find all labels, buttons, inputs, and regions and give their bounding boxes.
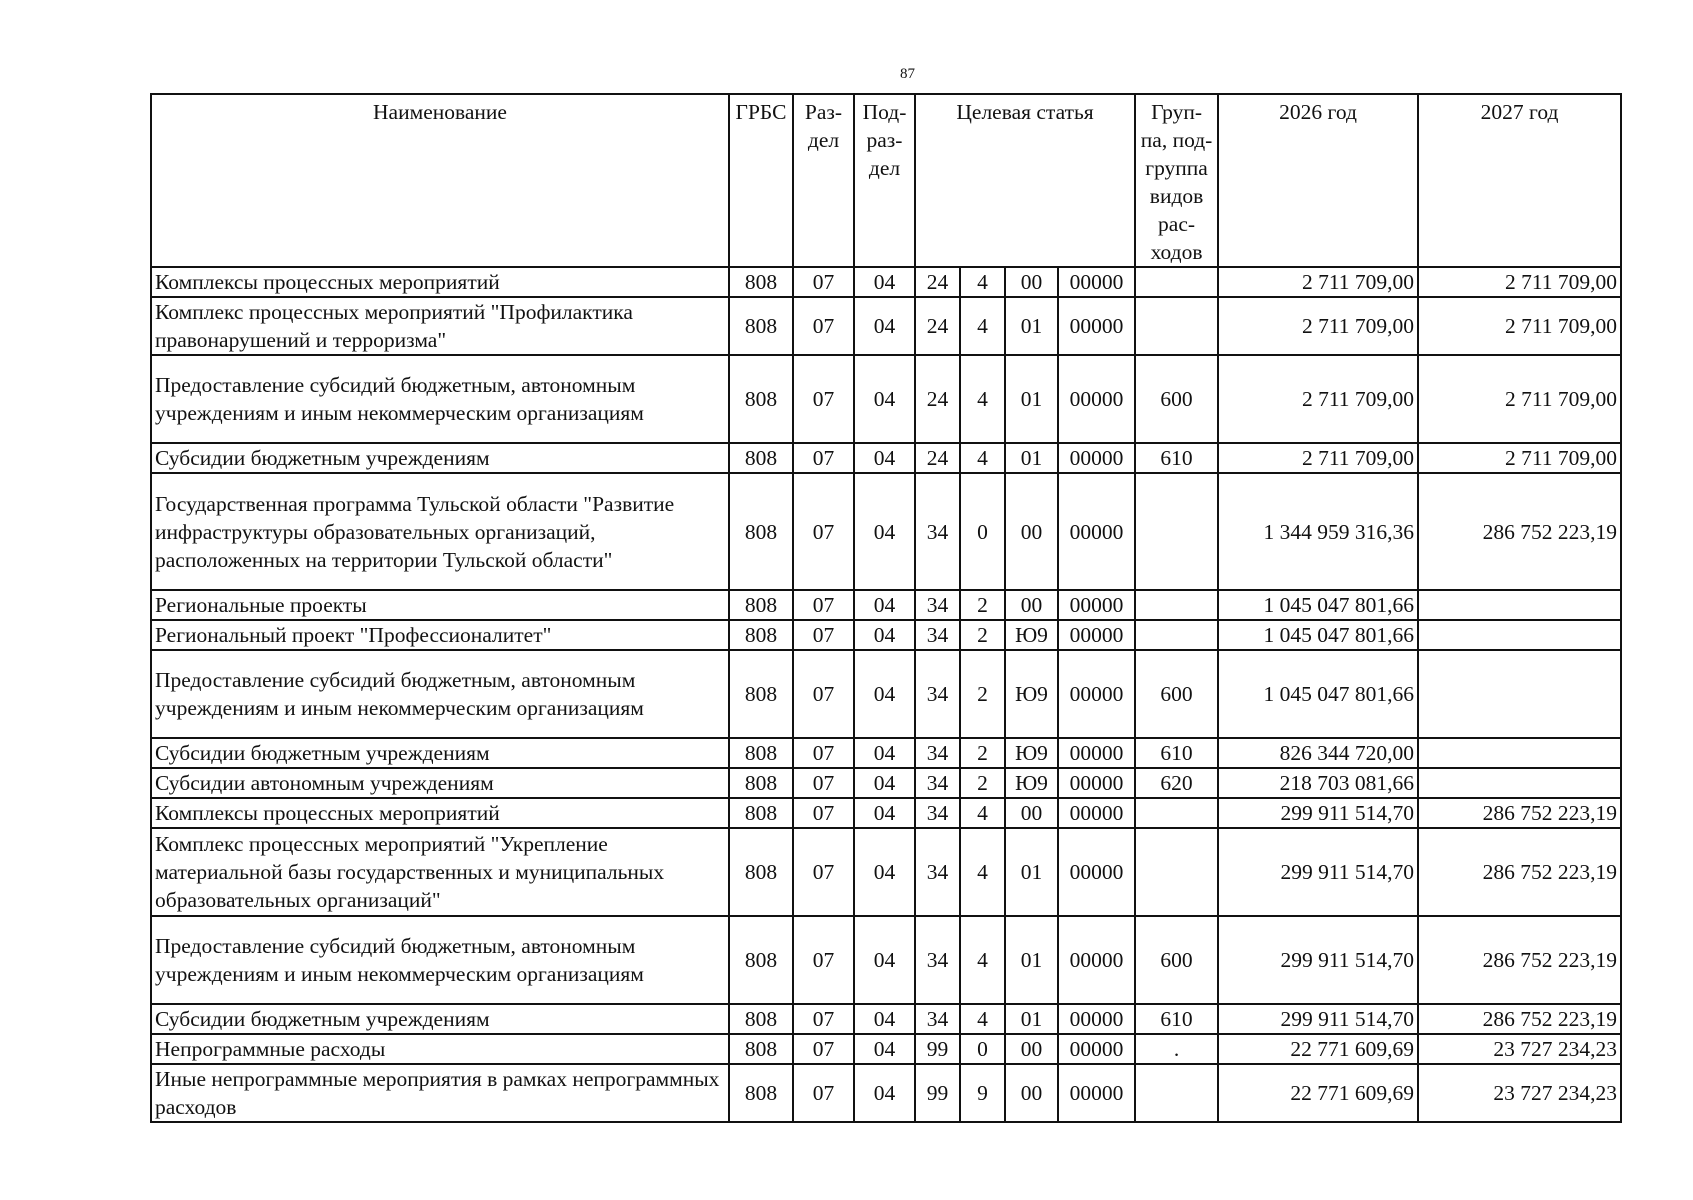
header-2026: 2026 год	[1218, 94, 1418, 267]
row-value-2027: 286 752 223,19	[1418, 916, 1621, 1004]
row-name: Субсидии автономным учреждениям	[151, 768, 729, 798]
row-target-program: 24	[915, 297, 960, 355]
header-grbs: ГРБС	[729, 94, 793, 267]
row-group	[1135, 590, 1218, 620]
row-value-2026: 299 911 514,70	[1218, 828, 1418, 916]
row-value-2026: 2 711 709,00	[1218, 443, 1418, 473]
row-target-subprogram: 01	[1005, 355, 1058, 443]
row-podrazdel: 04	[854, 267, 915, 297]
table-row	[151, 828, 1621, 916]
row-value-2027: 23 727 234,23	[1418, 1064, 1621, 1122]
row-grbs: 808	[729, 650, 793, 738]
row-value-2027: 286 752 223,19	[1418, 798, 1621, 828]
row-target-type: 0	[960, 473, 1005, 590]
row-value-2027: 2 711 709,00	[1418, 443, 1621, 473]
row-value-2026: 2 711 709,00	[1218, 355, 1418, 443]
row-target-program: 24	[915, 443, 960, 473]
header-target: Целевая статья	[915, 94, 1135, 267]
row-value-2026: 299 911 514,70	[1218, 798, 1418, 828]
row-razdel: 07	[793, 916, 854, 1004]
row-razdel: 07	[793, 620, 854, 650]
row-razdel: 07	[793, 798, 854, 828]
row-target-program: 34	[915, 590, 960, 620]
table-row	[151, 473, 1621, 590]
row-value-2026: 2 711 709,00	[1218, 297, 1418, 355]
row-target-subprogram: 00	[1005, 267, 1058, 297]
row-name: Предоставление субсидий бюджетным, автономным учреждениям и иным некоммерческим организациям	[151, 355, 729, 443]
table-row	[151, 297, 1621, 355]
row-target-program: 34	[915, 650, 960, 738]
row-target-subprogram: 00	[1005, 590, 1058, 620]
row-podrazdel: 04	[854, 443, 915, 473]
row-target-program: 34	[915, 620, 960, 650]
row-target-subprogram: 01	[1005, 916, 1058, 1004]
row-target-direction: 00000	[1058, 798, 1135, 828]
row-podrazdel: 04	[854, 768, 915, 798]
row-grbs: 808	[729, 1064, 793, 1122]
table-row	[151, 768, 1621, 798]
row-podrazdel: 04	[854, 738, 915, 768]
row-target-subprogram: 00	[1005, 1034, 1058, 1064]
row-group	[1135, 473, 1218, 590]
row-target-type: 0	[960, 1034, 1005, 1064]
header-group: Груп- па, под- группа видов рас- ходов	[1135, 94, 1218, 267]
row-target-subprogram: 00	[1005, 1064, 1058, 1122]
row-target-subprogram: Ю9	[1005, 738, 1058, 768]
row-value-2026: 1 045 047 801,66	[1218, 590, 1418, 620]
row-value-2026: 826 344 720,00	[1218, 738, 1418, 768]
row-grbs: 808	[729, 443, 793, 473]
row-value-2027	[1418, 738, 1621, 768]
row-target-direction: 00000	[1058, 355, 1135, 443]
row-target-program: 34	[915, 768, 960, 798]
row-target-type: 4	[960, 355, 1005, 443]
row-podrazdel: 04	[854, 473, 915, 590]
row-target-subprogram: 01	[1005, 297, 1058, 355]
row-group	[1135, 620, 1218, 650]
row-name: Субсидии бюджетным учреждениям	[151, 738, 729, 768]
row-target-program: 24	[915, 355, 960, 443]
row-target-type: 2	[960, 620, 1005, 650]
row-target-direction: 00000	[1058, 473, 1135, 590]
row-razdel: 07	[793, 1004, 854, 1034]
row-name: Государственная программа Тульской области "Развитие инфраструктуры образовательных организаций, расположенных на территории Тульской области"	[151, 473, 729, 590]
row-group: 610	[1135, 443, 1218, 473]
row-target-direction: 00000	[1058, 267, 1135, 297]
row-value-2027	[1418, 620, 1621, 650]
header-2027: 2027 год	[1418, 94, 1621, 267]
row-value-2027: 286 752 223,19	[1418, 1004, 1621, 1034]
row-name: Предоставление субсидий бюджетным, автономным учреждениям и иным некоммерческим организациям	[151, 650, 729, 738]
row-target-type: 2	[960, 590, 1005, 620]
row-group	[1135, 828, 1218, 916]
row-target-program: 99	[915, 1034, 960, 1064]
header-razdel: Раз- дел	[793, 94, 854, 267]
row-razdel: 07	[793, 1034, 854, 1064]
budget-table	[150, 93, 1622, 1123]
row-group: 610	[1135, 738, 1218, 768]
row-razdel: 07	[793, 267, 854, 297]
row-value-2027: 2 711 709,00	[1418, 297, 1621, 355]
row-target-subprogram: Ю9	[1005, 768, 1058, 798]
table-row	[151, 738, 1621, 768]
row-grbs: 808	[729, 798, 793, 828]
row-value-2027	[1418, 768, 1621, 798]
row-podrazdel: 04	[854, 798, 915, 828]
row-target-program: 34	[915, 828, 960, 916]
row-group: 600	[1135, 916, 1218, 1004]
row-podrazdel: 04	[854, 590, 915, 620]
row-target-type: 4	[960, 1004, 1005, 1034]
row-target-type: 4	[960, 267, 1005, 297]
row-value-2026: 1 045 047 801,66	[1218, 620, 1418, 650]
row-target-type: 2	[960, 650, 1005, 738]
row-target-subprogram: 01	[1005, 828, 1058, 916]
row-target-direction: 00000	[1058, 590, 1135, 620]
row-group	[1135, 297, 1218, 355]
row-podrazdel: 04	[854, 1034, 915, 1064]
page-number: 87	[900, 66, 915, 82]
row-grbs: 808	[729, 267, 793, 297]
row-grbs: 808	[729, 828, 793, 916]
row-name: Предоставление субсидий бюджетным, автономным учреждениям и иным некоммерческим организациям	[151, 916, 729, 1004]
row-target-type: 4	[960, 798, 1005, 828]
table-row	[151, 798, 1621, 828]
row-podrazdel: 04	[854, 620, 915, 650]
row-group: 600	[1135, 355, 1218, 443]
row-name: Непрограммные расходы	[151, 1034, 729, 1064]
row-name: Комплексы процессных мероприятий	[151, 267, 729, 297]
row-group: 600	[1135, 650, 1218, 738]
row-value-2026: 299 911 514,70	[1218, 916, 1418, 1004]
row-grbs: 808	[729, 916, 793, 1004]
row-grbs: 808	[729, 1004, 793, 1034]
row-value-2026: 218 703 081,66	[1218, 768, 1418, 798]
table-row	[151, 650, 1621, 738]
row-target-subprogram: Ю9	[1005, 620, 1058, 650]
row-target-program: 34	[915, 916, 960, 1004]
row-value-2027: 286 752 223,19	[1418, 473, 1621, 590]
row-razdel: 07	[793, 828, 854, 916]
row-group	[1135, 267, 1218, 297]
row-value-2027	[1418, 650, 1621, 738]
row-target-type: 4	[960, 828, 1005, 916]
row-target-subprogram: 00	[1005, 473, 1058, 590]
table-row	[151, 443, 1621, 473]
table-row	[151, 620, 1621, 650]
row-podrazdel: 04	[854, 355, 915, 443]
row-value-2026: 2 711 709,00	[1218, 267, 1418, 297]
row-target-type: 4	[960, 443, 1005, 473]
row-target-direction: 00000	[1058, 738, 1135, 768]
row-razdel: 07	[793, 473, 854, 590]
row-razdel: 07	[793, 355, 854, 443]
row-razdel: 07	[793, 1064, 854, 1122]
row-target-subprogram: Ю9	[1005, 650, 1058, 738]
row-target-direction: 00000	[1058, 828, 1135, 916]
row-value-2026: 1 344 959 316,36	[1218, 473, 1418, 590]
row-grbs: 808	[729, 1034, 793, 1064]
row-podrazdel: 04	[854, 1064, 915, 1122]
row-grbs: 808	[729, 297, 793, 355]
row-target-type: 2	[960, 738, 1005, 768]
row-name: Комплекс процессных мероприятий "Профилактика правонарушений и терроризма"	[151, 297, 729, 355]
row-grbs: 808	[729, 590, 793, 620]
row-name: Региональные проекты	[151, 590, 729, 620]
row-target-direction: 00000	[1058, 768, 1135, 798]
row-target-direction: 00000	[1058, 650, 1135, 738]
row-group: .	[1135, 1034, 1218, 1064]
row-podrazdel: 04	[854, 1004, 915, 1034]
row-value-2027: 23 727 234,23	[1418, 1034, 1621, 1064]
row-razdel: 07	[793, 443, 854, 473]
row-target-direction: 00000	[1058, 443, 1135, 473]
table-header-row	[151, 94, 1621, 267]
row-name: Субсидии бюджетным учреждениям	[151, 1004, 729, 1034]
row-razdel: 07	[793, 738, 854, 768]
row-group	[1135, 1064, 1218, 1122]
row-target-type: 4	[960, 297, 1005, 355]
row-target-program: 34	[915, 738, 960, 768]
header-podrazdel: Под- раз- дел	[854, 94, 915, 267]
row-target-direction: 00000	[1058, 620, 1135, 650]
table-row	[151, 916, 1621, 1004]
row-grbs: 808	[729, 473, 793, 590]
row-target-direction: 00000	[1058, 297, 1135, 355]
row-target-program: 34	[915, 473, 960, 590]
row-value-2026: 22 771 609,69	[1218, 1064, 1418, 1122]
row-value-2027: 2 711 709,00	[1418, 267, 1621, 297]
row-value-2026: 1 045 047 801,66	[1218, 650, 1418, 738]
row-name: Комплексы процессных мероприятий	[151, 798, 729, 828]
row-group: 620	[1135, 768, 1218, 798]
row-target-subprogram: 00	[1005, 798, 1058, 828]
row-target-program: 34	[915, 798, 960, 828]
row-name: Иные непрограммные мероприятия в рамках непрограммных расходов	[151, 1064, 729, 1122]
row-razdel: 07	[793, 590, 854, 620]
row-name: Субсидии бюджетным учреждениям	[151, 443, 729, 473]
row-group: 610	[1135, 1004, 1218, 1034]
row-razdel: 07	[793, 768, 854, 798]
row-target-program: 99	[915, 1064, 960, 1122]
row-razdel: 07	[793, 297, 854, 355]
row-podrazdel: 04	[854, 828, 915, 916]
row-target-subprogram: 01	[1005, 443, 1058, 473]
row-target-type: 2	[960, 768, 1005, 798]
row-podrazdel: 04	[854, 297, 915, 355]
table-row	[151, 1034, 1621, 1064]
row-grbs: 808	[729, 738, 793, 768]
row-target-direction: 00000	[1058, 1004, 1135, 1034]
row-target-subprogram: 01	[1005, 1004, 1058, 1034]
table-row	[151, 590, 1621, 620]
row-target-direction: 00000	[1058, 1064, 1135, 1122]
table-row	[151, 1064, 1621, 1122]
row-grbs: 808	[729, 620, 793, 650]
row-value-2026: 299 911 514,70	[1218, 1004, 1418, 1034]
row-target-program: 34	[915, 1004, 960, 1034]
row-grbs: 808	[729, 355, 793, 443]
table-row	[151, 267, 1621, 297]
row-razdel: 07	[793, 650, 854, 738]
row-value-2027: 286 752 223,19	[1418, 828, 1621, 916]
row-target-direction: 00000	[1058, 1034, 1135, 1064]
row-name: Региональный проект "Профессионалитет"	[151, 620, 729, 650]
row-value-2026: 22 771 609,69	[1218, 1034, 1418, 1064]
row-podrazdel: 04	[854, 650, 915, 738]
row-target-program: 24	[915, 267, 960, 297]
row-value-2027	[1418, 590, 1621, 620]
row-name: Комплекс процессных мероприятий "Укрепление материальной базы государственных и муниципальных образовательных организаций"	[151, 828, 729, 916]
header-name: Наименование	[151, 94, 729, 267]
row-value-2027: 2 711 709,00	[1418, 355, 1621, 443]
table-row	[151, 355, 1621, 443]
row-target-direction: 00000	[1058, 916, 1135, 1004]
table-row	[151, 1004, 1621, 1034]
row-target-type: 4	[960, 916, 1005, 1004]
row-grbs: 808	[729, 768, 793, 798]
row-group	[1135, 798, 1218, 828]
row-target-type: 9	[960, 1064, 1005, 1122]
row-podrazdel: 04	[854, 916, 915, 1004]
